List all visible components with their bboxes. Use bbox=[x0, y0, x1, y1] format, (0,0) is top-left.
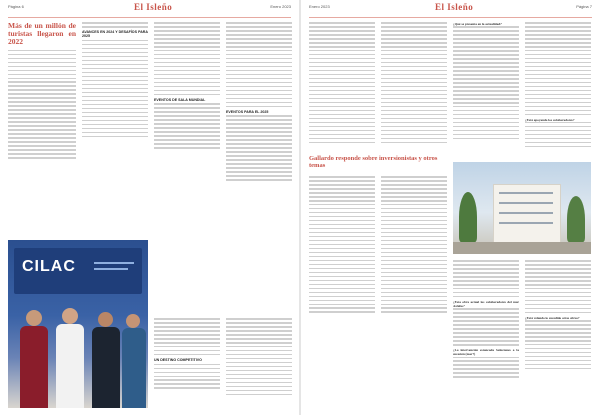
person-body bbox=[92, 327, 120, 408]
event-group-photo bbox=[8, 240, 148, 408]
headline: Más de un millón de turistas llegaron en 2022 bbox=[8, 21, 76, 47]
right-page-header bbox=[309, 3, 592, 18]
left-page bbox=[0, 0, 299, 415]
event-logo: CILAC bbox=[22, 258, 76, 275]
body-text bbox=[309, 22, 375, 143]
body-text bbox=[525, 22, 591, 115]
masthead: El Isleño bbox=[134, 2, 173, 12]
section-heading: EVENTOS DE SALA MUNDIAL bbox=[154, 97, 206, 102]
body-text bbox=[154, 318, 220, 355]
page-number: Página 6 bbox=[8, 4, 24, 9]
section-heading: AVANCES EN 2024 Y DESAFÍOS PARA 2025 bbox=[82, 29, 148, 39]
body-text bbox=[154, 22, 220, 95]
right-column-1-lower bbox=[309, 176, 375, 315]
body-text bbox=[453, 357, 519, 379]
body-text bbox=[381, 176, 447, 313]
right-headline-block bbox=[309, 155, 447, 169]
question-heading: ¿Está velando lo sucedido otras obras? bbox=[525, 315, 580, 320]
body-text bbox=[453, 26, 519, 139]
body-text bbox=[154, 364, 220, 390]
left-page-header bbox=[8, 3, 291, 18]
palm-tree bbox=[567, 196, 585, 242]
window-row bbox=[499, 222, 553, 224]
building-photo bbox=[453, 162, 591, 254]
body-text bbox=[309, 176, 375, 313]
question-heading: ¿La intervención estancada Soluciones a la sucesión (mar?) bbox=[453, 348, 519, 357]
person-body bbox=[20, 326, 48, 408]
section-heading: EVENTOS PARA EL 2025 bbox=[226, 109, 269, 114]
person-body bbox=[56, 324, 84, 408]
street bbox=[453, 242, 591, 254]
window-row bbox=[499, 192, 553, 194]
window-row bbox=[499, 212, 553, 214]
person-body bbox=[122, 328, 146, 408]
body-text bbox=[226, 318, 292, 395]
masthead: El Isleño bbox=[435, 2, 474, 12]
event-banner bbox=[14, 248, 142, 294]
left-column-1 bbox=[8, 22, 76, 161]
question-heading: ¿Qué se presenta en la actualidad? bbox=[453, 22, 502, 26]
headline: Gallardo responde sobre inversionistas y otros temas bbox=[309, 155, 438, 170]
left-column-3-lower bbox=[154, 318, 220, 391]
left-column-2 bbox=[82, 22, 148, 139]
right-column-3-lower bbox=[453, 260, 519, 380]
body-text bbox=[453, 308, 519, 345]
right-column-1 bbox=[309, 22, 375, 146]
banner-stripe bbox=[94, 268, 128, 270]
body-text bbox=[8, 50, 76, 159]
left-column-4-lower bbox=[226, 318, 292, 398]
body-text bbox=[82, 40, 148, 137]
person-head bbox=[126, 314, 140, 328]
right-page bbox=[301, 0, 600, 415]
body-text bbox=[226, 115, 292, 180]
body-text bbox=[525, 260, 591, 313]
question-heading: ¿Esta obra actual los colaboradores del mar Asfalto? bbox=[453, 299, 519, 309]
banner-stripe bbox=[94, 262, 134, 264]
right-column-4 bbox=[525, 22, 591, 150]
page-number: Página 7 bbox=[576, 4, 592, 9]
issue-date: Enero 2023 bbox=[270, 4, 291, 9]
left-column-3 bbox=[154, 22, 220, 151]
body-text bbox=[381, 22, 447, 143]
palm-tree bbox=[459, 192, 477, 242]
section-heading: UN DESTINO COMPETITIVO bbox=[154, 357, 202, 362]
left-column-4 bbox=[226, 22, 292, 183]
body-text bbox=[525, 320, 591, 369]
person-head bbox=[26, 310, 42, 326]
question-heading: ¿Está apoyando los colaboradores? bbox=[525, 117, 575, 122]
window-row bbox=[499, 202, 553, 204]
body-text bbox=[82, 22, 148, 28]
person-head bbox=[98, 312, 113, 327]
body-text bbox=[453, 260, 519, 297]
body-text bbox=[154, 103, 220, 148]
right-column-3 bbox=[453, 22, 519, 142]
right-column-4-lower bbox=[525, 260, 591, 372]
issue-date: Enero 2023 bbox=[309, 4, 330, 9]
person-head bbox=[62, 308, 78, 324]
right-column-2 bbox=[381, 22, 447, 146]
body-text bbox=[226, 22, 292, 107]
right-column-2-lower bbox=[381, 176, 447, 315]
body-text bbox=[525, 122, 591, 148]
